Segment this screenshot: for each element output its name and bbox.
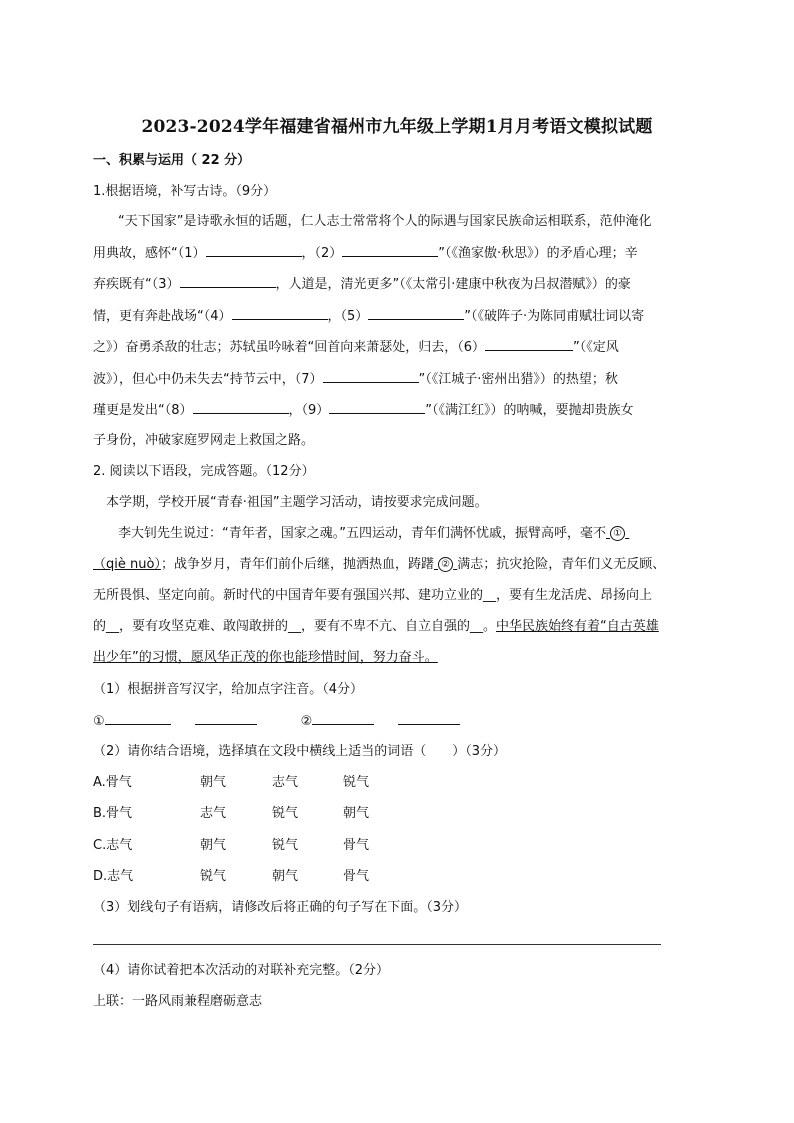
q2-text: 满志；抗灾抢险，青年们义无反顾、 [457,557,666,572]
q1-text: ，人道是，清光更多”（《太常引·建康中秋夜为吕叔潜赋》）的豪 [275,277,631,292]
question-1-heading: 1.根据语境，补写古诗。（9分） [93,184,277,199]
answer-blank-char-2[interactable] [312,712,374,725]
subquestion-4: （4）请你试着把本次活动的对联补充完整。（2分） [93,963,390,978]
q2-text: 李大钊先生说过：“青年者，国家之魂。”五四运动，青年们满怀忧戚，振臂高呼，毫不 [118,526,606,541]
question-2-heading: 2. 阅读以下语段，完成答题。（12分） [93,464,315,479]
q1-line-2 [93,244,638,263]
q1-text: ，（9） [288,403,330,418]
q1-text: ，（2） [301,246,343,261]
subquestion-3: （3）划线句子有语病，请修改后将正确的句子写在下面。（3分） [93,900,468,915]
q2-paragraph-line-2 [93,556,665,574]
blank-marker-1 [606,526,629,541]
page-title: 2023-2024学年福建省福州市九年级上学期1月月考语文模拟试题 [141,117,653,137]
option-d-word: 朝气 [272,869,299,884]
q1-text: 之》）奋勇杀敌的壮志；苏轼虽吟咏着“回首向来萧瑟处，归去，（6） [93,340,486,355]
option-b-word: 朝气 [343,806,370,821]
q2-paragraph-line-5 [93,649,438,667]
subquestion-1: （1）根据拼音写汉字，给加点字注音。（4分） [93,682,364,697]
option-d-word: 骨气 [343,869,370,884]
q2-intro: 本学期，学校开展“青春·祖国”主题学习活动，请按要求完成问题。 [106,495,488,510]
answer-line-pinyin [93,712,460,731]
option-c-word: 朝气 [200,838,227,853]
option-a-word: 锐气 [343,775,370,790]
q1-line-6 [93,370,618,389]
option-a-word: 志气 [272,775,299,790]
q1-line-5 [93,338,619,357]
answer-blank-4[interactable] [232,307,328,320]
option-c-word: 锐气 [272,838,299,853]
q1-text: ”（《满江红》）的呐喊，要抛却贵族女 [425,403,634,418]
q1-text: ”（《渔家傲·秋思》）的矛盾心理；辛 [438,246,638,261]
underlined-sentence: 出少年”的习惯，愿风华正茂的你也能珍惜时间，努力奋斗。 [93,650,438,665]
q1-text: 弃疾既有“（3） [93,277,180,292]
q1-text: ”（《定风 [573,340,619,355]
answer-blank-pinyin-2[interactable] [398,712,460,725]
answer-blank-1[interactable] [206,244,302,257]
q2-text: 的__，要有攻坚克难、敢闯敢拼的__，要有不卑不亢、自立自强的__。 [93,619,497,634]
circle-number-2: ② [438,557,453,572]
answer-blank-9[interactable] [329,401,425,414]
q2-paragraph-line-4 [93,618,659,636]
answer-blank-6[interactable] [485,338,573,351]
q1-line-8: 子身份，冲破家庭罗网走上救国之路。 [93,433,315,448]
answer-blank-3[interactable] [180,275,276,288]
q2-paragraph-line-1 [118,525,629,543]
q1-text: 用典故，感怀“（1） [93,246,206,261]
option-a-word: 朝气 [200,775,227,790]
section-heading: 一、积累与运用（ 22 分） [93,153,251,168]
circle-number-2: ② [300,714,313,729]
option-b-word: 志气 [200,806,227,821]
couplet-first-line: 上联：一路风雨兼程磨砺意志 [93,994,263,1009]
option-d-label[interactable]: D.志气 [93,869,134,884]
q1-text: 波》），但心中仍未失去“持节云中，（7） [93,372,323,387]
pinyin-hint: （qiè nuò） [93,557,161,572]
answer-blank-pinyin-1[interactable] [195,712,257,725]
answer-line[interactable] [93,944,661,945]
q1-text: ”（《破阵子·为陈同甫赋壮词以寄 [464,309,645,324]
q1-text: 瑾更是发出“（8） [93,403,193,418]
answer-blank-2[interactable] [342,244,438,257]
q1-text: ，（5） [327,309,369,324]
answer-blank-5[interactable] [368,307,464,320]
q1-line-4 [93,307,644,326]
q1-line-1: “天下国家”是诗歌永恒的话题，仁人志士常常将个人的际遇与国家民族命运相联系，范仲淹化 [118,214,652,229]
answer-blank-7[interactable] [323,370,419,383]
underlined-sentence: 中华民族始终有着“自古英雄 [496,619,659,634]
answer-blank-char-1[interactable] [105,712,171,725]
option-a-label[interactable]: A.骨气 [93,775,132,790]
subquestion-2: （2）请你结合语境，选择填在文段中横线上适当的词语（ ）（3分） [93,744,507,759]
option-b-label[interactable]: B.骨气 [93,806,133,821]
answer-blank-8[interactable] [193,401,289,414]
q1-text: 情，更有奔赴战场“（4） [93,309,232,324]
circle-number-1: ① [610,526,625,541]
option-c-word: 骨气 [343,838,370,853]
q1-line-3 [93,275,631,294]
option-b-word: 锐气 [272,806,299,821]
q1-text: ”（《江城子·密州出猎》）的热望；秋 [418,372,618,387]
option-d-word: 锐气 [200,869,227,884]
circle-number-1: ① [93,714,105,729]
q2-text: ；战争岁月，青年们前仆后继，抛洒热血，踌躇 [160,557,434,572]
blank-marker-2 [434,557,457,572]
q1-line-7 [93,401,634,420]
q2-paragraph-line-3: 无所畏惧、坚定向前。新时代的中国青年要有强国兴邦、建功立业的__，要有生龙活虎、昂扬向上 [93,588,653,603]
option-c-label[interactable]: C.志气 [93,838,133,853]
